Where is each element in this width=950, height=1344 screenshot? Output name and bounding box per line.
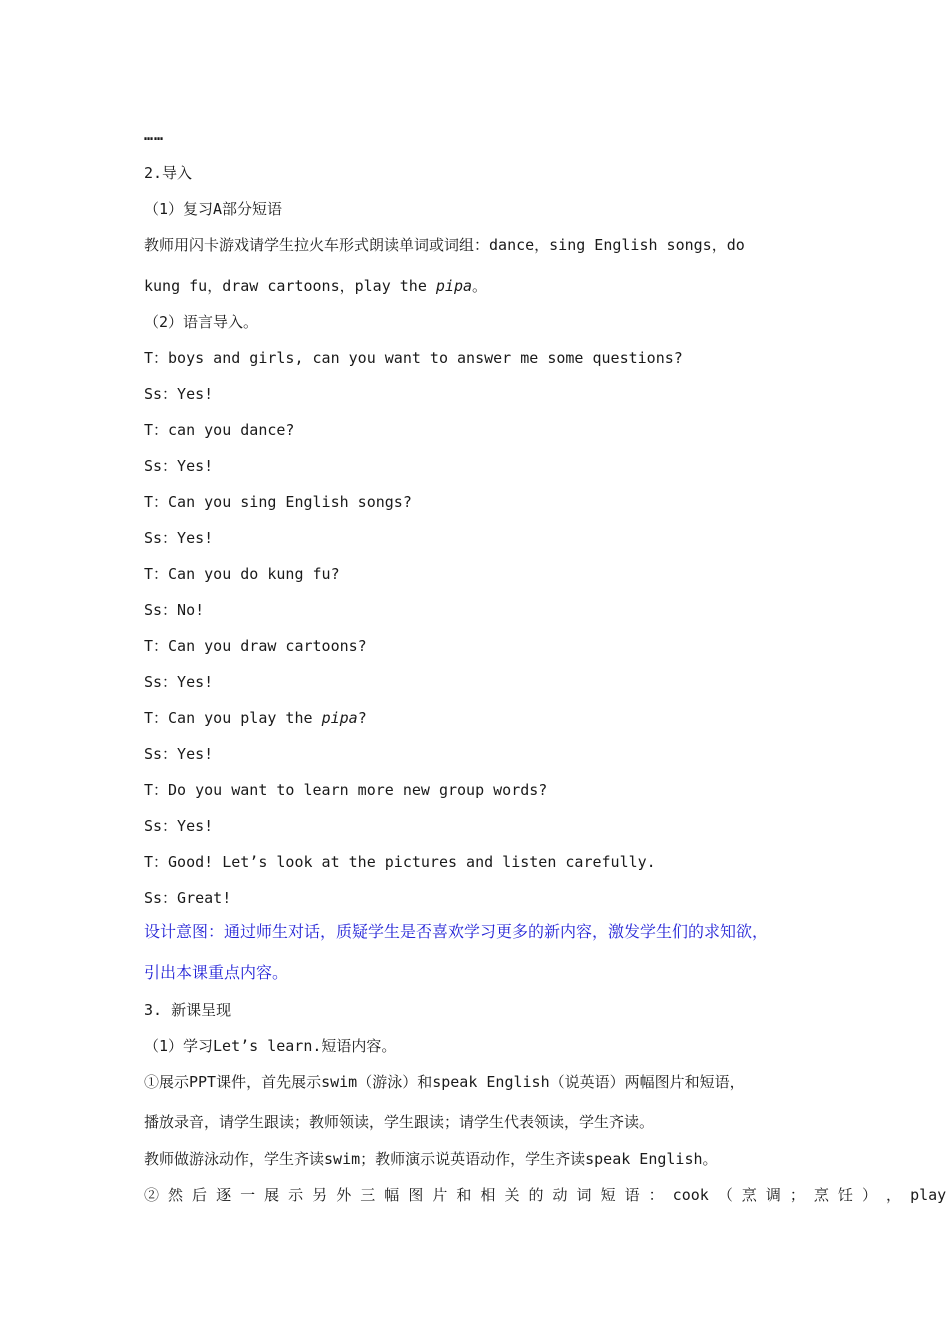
dialogue-line: T：Good! Let’s look at the pictures and listen carefully.: [144, 853, 656, 871]
pipa-italic: pipa: [321, 709, 358, 727]
dialogue-line: Ss：Yes!: [144, 745, 214, 763]
dialogue-line: T：Do you want to learn more new group words?: [144, 781, 548, 799]
step-1-line-1: ①展示PPT课件，首先展示swim（游泳）和speak English（说英语）两幅图片和短语，: [144, 1073, 745, 1091]
subsection-learn-heading: （1）学习Let’s learn.短语内容。: [144, 1037, 397, 1055]
pipa-question-text: T：Can you play the: [144, 709, 322, 727]
dialogue-line: T：boys and girls, can you want to answer me some questions?: [144, 349, 683, 367]
dialogue-line-pipa: [144, 708, 814, 728]
intro-paragraph-line-1: 教师用闪卡游戏请学生拉火车形式朗读单词或词组：dance，sing English songs，do: [144, 236, 745, 254]
section-3-heading: 3. 新课呈现: [144, 1001, 232, 1019]
dialogue-line: Ss：Yes!: [144, 385, 214, 403]
dialogue-line: Ss：Yes!: [144, 673, 214, 691]
section-2-heading: 2.导入: [144, 164, 193, 182]
subsection-language-heading: （2）语言导入。: [144, 313, 259, 331]
intro-paragraph-line-2: [144, 276, 814, 296]
step-2-line-1: ② 然 后 逐 一 展 示 另 外 三 幅 图 片 和 相 关 的 动 词 短 语 ： cook （ 烹 调 ； 烹 饪 ） ， play: [144, 1186, 947, 1204]
dialogue-line: T：Can you do kung fu?: [144, 565, 340, 583]
ellipsis: ……: [144, 126, 165, 144]
dialogue-line: Ss：No!: [144, 601, 205, 619]
dialogue-line: T：Can you draw cartoons?: [144, 637, 367, 655]
dialogue-line: Ss：Great!: [144, 889, 232, 907]
step-1-line-2: 播放录音，请学生跟读；教师领读，学生跟读；请学生代表领读，学生齐读。: [144, 1113, 655, 1131]
intro-text: kung fu，draw cartoons，play the: [144, 277, 436, 295]
design-intent-line-2: 引出本课重点内容。: [144, 963, 289, 982]
dialogue-line: T：can you dance?: [144, 421, 295, 439]
subsection-review-heading: （1）复习A部分短语: [144, 200, 283, 218]
question-mark: ?: [357, 709, 367, 727]
dialogue-line: Ss：Yes!: [144, 457, 214, 475]
pipa-italic: pipa: [435, 277, 473, 295]
step-1-line-3: 教师做游泳动作，学生齐读swim；教师演示说英语动作，学生齐读speak English。: [144, 1150, 718, 1168]
intro-end: 。: [472, 277, 488, 295]
design-intent-line-1: 设计意图：通过师生对话，质疑学生是否喜欢学习更多的新内容，激发学生们的求知欲，: [144, 922, 769, 941]
dialogue-line: T：Can you sing English songs?: [144, 493, 412, 511]
dialogue-line: Ss：Yes!: [144, 529, 214, 547]
dialogue-line: Ss：Yes!: [144, 817, 214, 835]
